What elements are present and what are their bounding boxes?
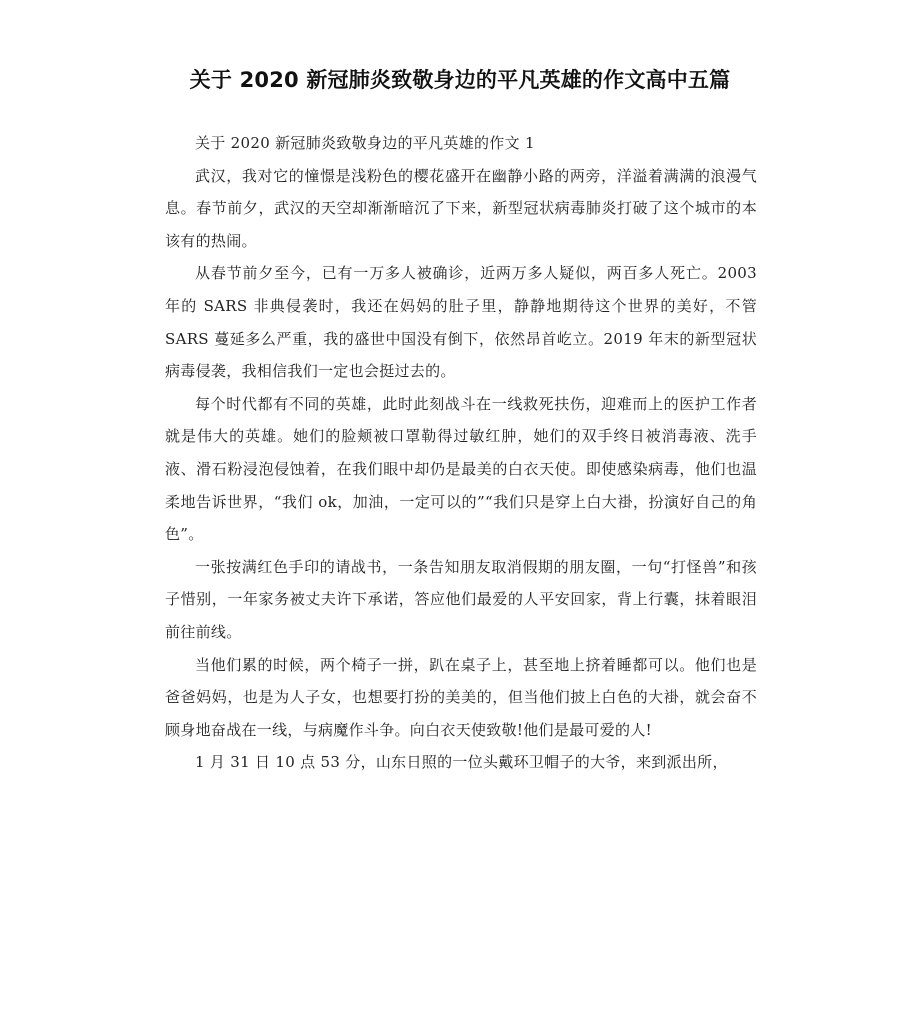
essay-heading-paragraph: 关于 2020 新冠肺炎致敬身边的平凡英雄的作文 1 — [195, 134, 535, 152]
body-paragraph: 从春节前夕至今，已有一万多人被确诊，近两万多人疑似，两百多人死亡。2003 年的 SARS 非典侵袭时，我还在妈妈的肚子里，静静地期待这个世界的美好，不管 SARS 蔓延多么严重，我的盛世中国没有倒下，依然昂首屹立。2019 年末的新型冠状病毒侵袭，我相信我们一定也会挺过去的。 — [165, 264, 757, 381]
document-body — [165, 127, 757, 779]
body-paragraph: 每个时代都有不同的英雄，此时此刻战斗在一线救死扶伤，迎难而上的医护工作者就是伟大的英雄。她们的脸颊被口罩勒得过敏红肿，她们的双手终日被消毒液、洗手液、滑石粉浸泡侵蚀着，在我们眼中却仍是最美的白衣天使。即使感染病毒，他们也温柔地告诉世界，“我们 ok，加油，一定可以的”“我们只是穿上白大褂，扮演好自己的角色”。 — [165, 394, 757, 544]
body-paragraph: 当他们累的时候，两个椅子一拼，趴在桌子上，甚至地上挤着睡都可以。他们也是爸爸妈妈，也是为人子女，也想要打扮的美美的，但当他们披上白色的大褂，就会奋不顾身地奋战在一线，与病魔作斗争。向白衣天使致敬!他们是最可爱的人! — [165, 655, 757, 739]
document-title: 关于 2020 新冠肺炎致敬身边的平凡英雄的作文高中五篇 — [189, 68, 731, 92]
body-paragraph: 1 月 31 日 10 点 53 分，山东日照的一位头戴环卫帽子的大爷，来到派出所， — [195, 753, 728, 772]
body-paragraph: 武汉，我对它的憧憬是浅粉色的樱花盛开在幽静小路的两旁，洋溢着满满的浪漫气息。春节前夕，武汉的天空却渐渐暗沉了下来，新型冠状病毒肺炎打破了这个城市的本该有的热闹。 — [165, 166, 757, 250]
body-paragraph: 一张按满红色手印的请战书，一条告知朋友取消假期的朋友圈，一句“打怪兽”和孩子惜别，一年家务被丈夫许下承诺，答应他们最爱的人平安回家，背上行囊，抹着眼泪前往前线。 — [165, 557, 757, 641]
